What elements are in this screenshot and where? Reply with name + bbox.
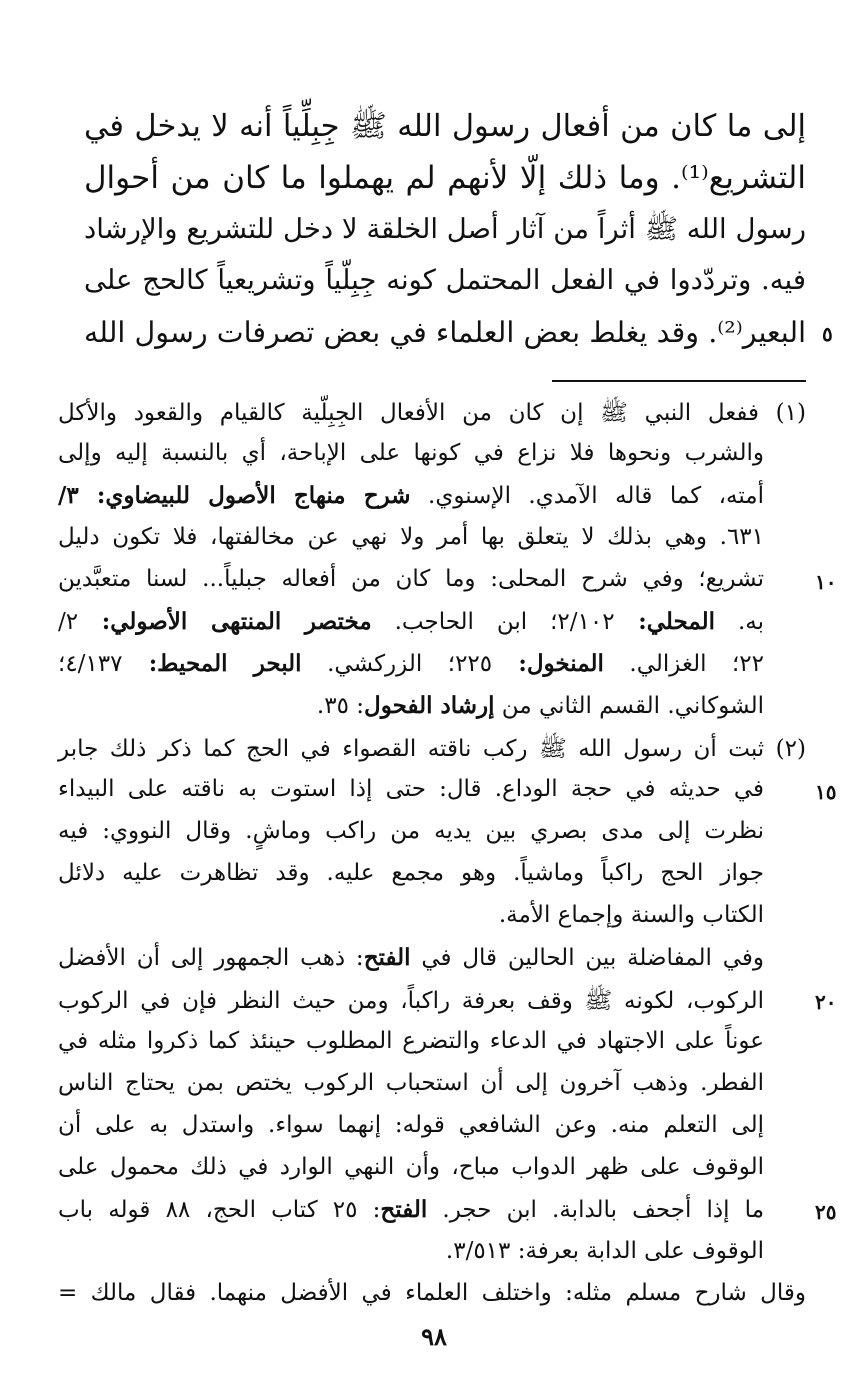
main-line: إلى ما كان من أفعال رسول الله ﷺ جِبِلِّياً أنه لا يدخل في <box>84 109 806 144</box>
footnote-line: عوناً على الاجتهاد في الدعاء والتضرع المطلوب حينئذ كما ذكروا مثله في <box>58 1028 764 1054</box>
main-line: البعير⁽²⁾. وقد يغلط بعض العلماء في بعض تصرفات رسول الله <box>84 316 806 349</box>
footnote-line: في حديثه في حجة الوداع. قال: حتى إذا استوت به ناقته على البيداء <box>58 776 764 802</box>
line-number: ٥ <box>822 322 833 346</box>
footnote-line: الشوكاني. القسم الثاني من إرشاد الفحول: ٣٥. <box>316 692 764 719</box>
footnote-line: تشريع؛ وفي شرح المحلى: وما كان من أفعاله جبلياً... لسنا متعبَّدين <box>58 566 764 592</box>
footnote-line: نظرت إلى مدى بصري بين يديه من راكب وماشٍ. وقال النووي: فيه <box>58 818 764 844</box>
footnote-line: ٢٢؛ الغزالي. المنخول: ٢٢٥؛ الزركشي. البحر المحيط: ٤/١٣٧؛ <box>58 650 765 677</box>
footnote-line: ٦٣١. وهي بذلك لا يتعلق بها أمر ولا نهي عن مخالفتها، فلا تكون دليل <box>58 524 764 550</box>
footnote-separator <box>552 380 806 382</box>
footnote-line: إلى التعلم منه. وعن الشافعي قوله: إنهما سواء. واستدل به على أن <box>58 1112 764 1138</box>
main-line: التشريع⁽¹⁾. وما ذلك إلّا لأنهم لم يهملوا ما كان من أحوال <box>84 160 806 196</box>
footnote-line: الوقوف على ظهر الدواب مباح، وأن النهي الوارد في ذلك محمول على <box>58 1154 764 1180</box>
line-number: ١٥ <box>815 780 837 804</box>
footnote-line: الفطر. وذهب آخرون إلى أن استحباب الركوب يختص بمن يحتاج الناس <box>58 1070 764 1096</box>
footnote-line: والشرب ونحوها فلا نزاع في كونها على الإباحة، أي بالنسبة إليه وإلى <box>58 440 764 466</box>
footnote-line: ما إذا أجحف بالدابة. ابن حجر. الفتح: ٢٥ كتاب الحج، ٨٨ قوله باب <box>58 1196 765 1223</box>
footnote-line: الركوب، لكونه ﷺ وقف بعرفة راكباً، ومن حيث النظر فإن في الركوب <box>58 988 764 1014</box>
page-number: ٩٨ <box>421 1322 447 1351</box>
line-number: ٢٥ <box>815 1200 837 1224</box>
main-line: فيه. وتردّدوا في الفعل المحتمل كونه جِبِلّياً وتشريعياً كالحج على <box>84 264 806 296</box>
main-line: رسول الله ﷺ أثراً من آثار أصل الخلقة لا دخل للتشريع والإرشاد <box>84 213 806 245</box>
footnote-line: الوقوف على الدابة بعرفة: ٣/٥١٣. <box>445 1238 764 1264</box>
footnote-line: (١) ففعل النبي ﷺ إن كان من الأفعال الجِبِلّية كالقيام والقعود والأكل <box>58 400 806 426</box>
footnote-line: الكتاب والسنة وإجماع الأمة. <box>498 902 764 928</box>
footnote-line: وفي المفاضلة بين الحالين قال في الفتح: ذهب الجمهور إلى أن الأفضل <box>58 944 764 971</box>
footnote-line: به. المحلي: ٢/١٠٢؛ ابن الحاجب. مختصر المنتهى الأصولي: ٢/ <box>58 608 764 635</box>
line-number: ١٠ <box>815 570 837 594</box>
footnote-line: (٢) ثبت أن رسول الله ﷺ ركب ناقته القصواء في الحج كما ذكر ذلك جابر <box>58 736 806 762</box>
line-number: ٢٠ <box>815 990 837 1014</box>
footnote-line: أمته، كما قاله الآمدي. الإسنوي. شرح منهاج الأصول للبيضاوي: ٣/ <box>58 482 764 509</box>
footnote-line: وقال شارح مسلم مثله: واختلف العلماء في الأفضل منهما. فقال مالك = <box>58 1280 806 1306</box>
footnote-line: جواز الحج راكباً وماشياً. وهو مجمع عليه. وقد تظاهرت عليه دلائل <box>58 860 764 886</box>
